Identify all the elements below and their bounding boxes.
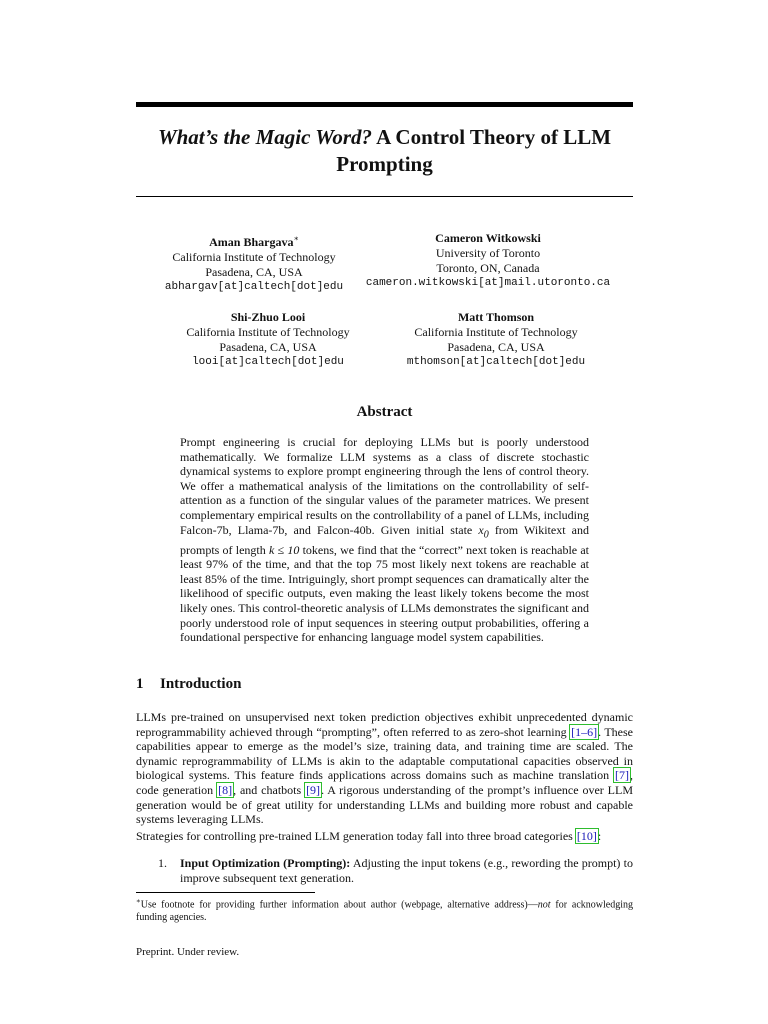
list-item-text: Adjusting the input tokens (e.g., rewording the prompt) to improve subsequent text generation. bbox=[180, 856, 633, 885]
citation-link[interactable]: [1–6] bbox=[571, 724, 598, 739]
math-x: x bbox=[478, 522, 484, 537]
strategies-text: Strategies for controlling pre-trained LLM generation today fall into three broad categories bbox=[136, 829, 576, 843]
section-heading bbox=[136, 676, 241, 693]
footnote-mark: ∗ bbox=[136, 897, 141, 905]
author-affiliation: California Institute of Technology bbox=[172, 250, 336, 264]
intro-text: . These capabilities appear to emerge as the model’s size, training data, and training time are scaled. The dynamic reprogrammability of LLMs is akin to the adaptable computational capacities observed in biological systems. This feature finds applications across domains such as machine translation bbox=[136, 724, 633, 783]
author-location: Pasadena, CA, USA bbox=[205, 265, 303, 279]
intro-text: LLMs pre-trained on unsupervised next token prediction objectives exhibit unprecedented dynamic reprogrammability achieved through “prompting”, often referred to as zero-shot learning bbox=[136, 710, 633, 739]
abstract-part: Prompt engineering is crucial for deploying LLMs but is poorly understood mathematically. We formalize LLM systems as a class of discrete stochastic dynamical systems to explore prompt engineering through the lens of control theory. We offer a mathematical analysis of the limitations on the controllability of self-attention as a function of the singular values of the parameter matrices. We present complementary empirical results on the controllability of a panel of LLMs, including Falcon-7b, Llama-7b, and Falcon-40b. Given initial state bbox=[180, 435, 589, 537]
footnote-rule bbox=[136, 892, 315, 893]
paper-title bbox=[136, 124, 633, 178]
footnote bbox=[136, 895, 633, 924]
section-title: Introduction bbox=[160, 676, 242, 692]
author-email: looi[at]caltech[dot]edu bbox=[192, 356, 344, 368]
intro-paragraph bbox=[136, 710, 633, 827]
title-bottom-rule bbox=[136, 196, 633, 197]
abstract-part: tokens, we find that the “correct” next token is reachable at least 97% of the time, and that the top 75 most likely next tokens are reachable at least 85% of the time. Intriguingly, short prompt sequences can dramatically alter the likelihood of specific outputs, even making the least likely tokens become the most likely ones. This control-theoretic analysis of LLMs demonstrates the significant and poorly understood role of input sequences in steering output probabilities, offering a foundational perspective for enhancing language model system capabilities. bbox=[180, 542, 589, 645]
citation-link[interactable]: [10] bbox=[576, 829, 597, 843]
author-email: mthomson[at]caltech[dot]edu bbox=[406, 356, 586, 368]
author-name: Cameron Witkowski bbox=[435, 231, 541, 245]
author-block-3 bbox=[138, 310, 398, 370]
author-affiliation: California Institute of Technology bbox=[186, 325, 350, 339]
citation-link[interactable]: [8] bbox=[218, 782, 233, 797]
abstract-heading: Abstract bbox=[356, 404, 413, 420]
footnote-emphasis: not bbox=[537, 899, 551, 911]
math-k-expr: k ≤ 10 bbox=[269, 542, 300, 557]
math-x0 bbox=[478, 522, 489, 540]
author-name: Matt Thomson bbox=[457, 310, 535, 324]
title-rest: A Control Theory of LLM Prompting bbox=[336, 125, 612, 176]
author-location: Pasadena, CA, USA bbox=[219, 340, 317, 354]
list-item-label: Input Optimization (Prompting): bbox=[180, 856, 351, 870]
intro-text: . A rigorous understanding of the prompt’s influence over LLM generation would be of great utility for understanding LLMs and building more robust and capable systems leveraging LLMs. bbox=[136, 782, 633, 827]
list-marker: 1. bbox=[158, 856, 167, 870]
abstract-text bbox=[180, 435, 589, 645]
section-number: 1 bbox=[136, 676, 144, 692]
intro-text: , and chatbots bbox=[233, 782, 306, 797]
author-name: Shi-Zhuo Looi bbox=[230, 310, 306, 324]
author-affiliation: University of Toronto bbox=[435, 246, 541, 260]
math-subscript: 0 bbox=[483, 528, 489, 540]
title-top-rule bbox=[136, 102, 633, 107]
strategies-end: : bbox=[597, 829, 602, 843]
author-block-2 bbox=[358, 231, 618, 291]
author-name: Aman Bhargava bbox=[209, 235, 294, 249]
list-item bbox=[160, 856, 633, 885]
abstract-part: from Wikitext and prompts of length bbox=[180, 522, 589, 557]
author-email: cameron.witkowski[at]mail.utoronto.ca bbox=[365, 277, 611, 289]
footnote-text: Use footnote for providing further information about author (webpage, alternative address)— bbox=[140, 899, 538, 911]
author-block-4 bbox=[366, 310, 626, 370]
citation-link[interactable]: [9] bbox=[306, 782, 321, 797]
author-block-1 bbox=[124, 231, 384, 295]
strategies-paragraph bbox=[136, 829, 633, 844]
page-footer: Preprint. Under review. bbox=[136, 946, 240, 958]
title-italic: What’s the Magic Word? bbox=[157, 125, 373, 149]
author-location: Pasadena, CA, USA bbox=[447, 340, 545, 354]
author-footnote-mark: ∗ bbox=[293, 234, 299, 243]
author-email: abhargav[at]caltech[dot]edu bbox=[164, 281, 344, 293]
footnote-text: for acknowledging funding agencies. bbox=[136, 899, 633, 923]
author-location: Toronto, ON, Canada bbox=[436, 261, 540, 275]
author-affiliation: California Institute of Technology bbox=[414, 325, 578, 339]
intro-text: , code generation bbox=[136, 768, 633, 797]
citation-link[interactable]: [7] bbox=[615, 768, 629, 783]
